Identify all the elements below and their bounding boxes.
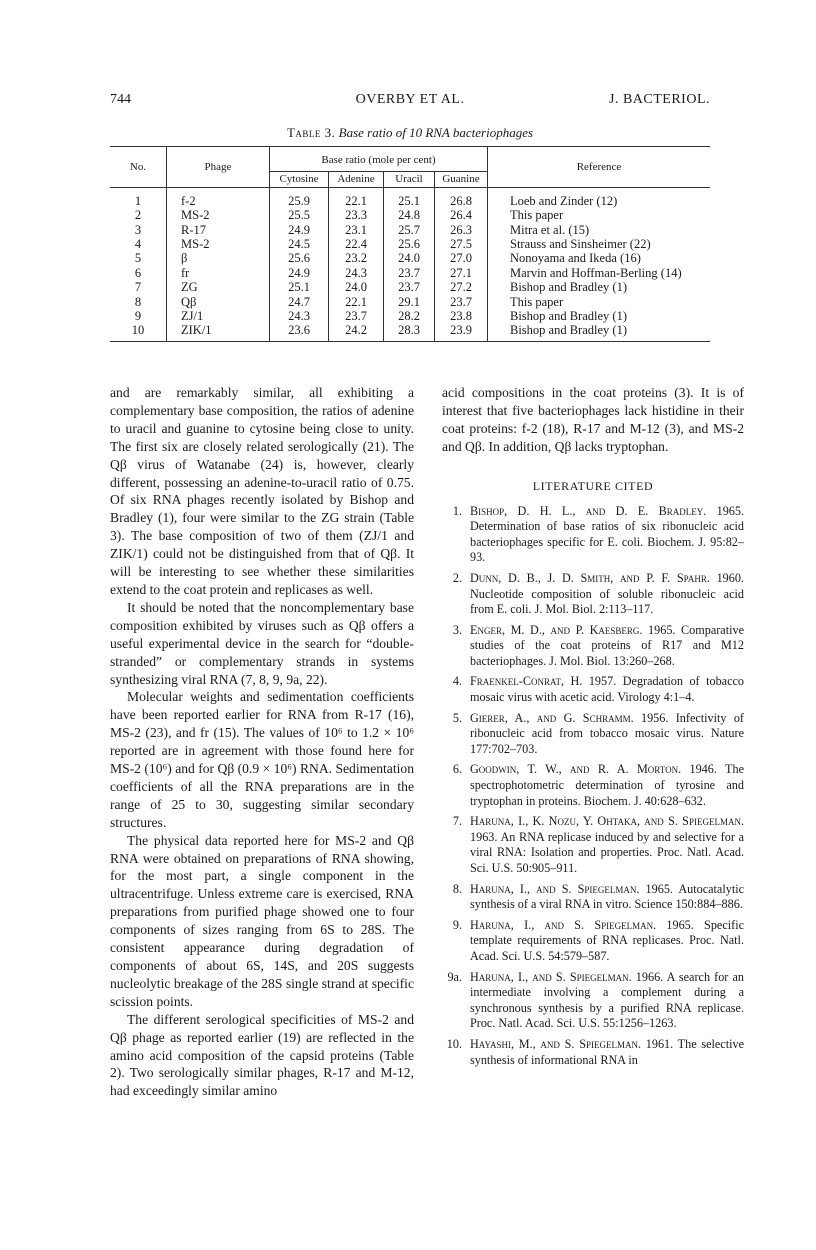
cell-reference: Nonoyama and Ikeda (16) <box>488 251 711 265</box>
cell-adenine: 23.1 <box>329 223 384 237</box>
cell-reference: Strauss and Sinsheimer (22) <box>488 237 711 251</box>
cell-phage: ZJ/1 <box>167 309 270 323</box>
cell-adenine: 22.1 <box>329 187 384 208</box>
reference-authors: Hayashi, M., and S. Spiegelman. <box>470 1036 642 1051</box>
paragraph: and are remarkably similar, all exhibiting a complementary base composition, the ratios of adenine to uracil and guanine to cytosine being close to unity. The first six are closely related serologically (21). The Qβ virus of Watanabe (24) is, however, clearly different, possessing an adenine-to-uracil ratio of 0.75. Of six RNA phages recently isolated by Bishop and Bradley (1), four were similar to the ZG strain (Table 3). The base composition of two of them (ZJ/1 and ZIK/1) could not be distinguished from that of Qβ. It will be interesting to see whether these similarities extend to the coat protein and replicases as well. <box>110 385 414 597</box>
col-header-guanine: Guanine <box>442 173 480 186</box>
reference-item <box>442 623 744 670</box>
cell-uracil: 23.7 <box>384 280 435 294</box>
reference-number: 5. <box>452 710 462 725</box>
cell-guanine: 23.7 <box>450 294 472 309</box>
cell-cytosine: 24.9 <box>270 266 329 280</box>
table-row <box>110 266 710 280</box>
cell-phage: β <box>167 251 270 265</box>
table-row <box>110 323 710 341</box>
reference-text: 1965. Determination of base ratios of six ribonucleic acid bacteriophages specific for E. coli. Biochem. J. 95:82–93. <box>470 503 745 565</box>
reference-text: 1957. Degradation of tobacco mosaic virus with acetic acid. Virology 4:1–4. <box>470 674 744 705</box>
cell-no: 2 <box>110 208 167 222</box>
cell-cytosine: 24.9 <box>270 223 329 237</box>
col-header-phage: Phage <box>167 147 270 187</box>
cell-phage: MS-2 <box>167 208 270 222</box>
reference-number: 9. <box>452 917 462 932</box>
cell-reference: Marvin and Hoffman-Berling (14) <box>488 266 711 280</box>
reference-text: 1961. The selective synthesis of informational RNA in <box>470 1036 744 1067</box>
cell-uracil: 25.7 <box>384 223 435 237</box>
table-caption <box>110 125 710 141</box>
reference-authors: Haruna, I., and S. Spiegelman. <box>470 917 657 932</box>
col-header-cytosine: Cytosine <box>270 172 329 187</box>
paragraph: Molecular weights and sedimentation coefficients have been reported earlier for RNA from R-17 (16), MS-2 (23), and fr (15). The values of 10⁶ to 1.2 × 10⁶ reported are in agreement with those found here for MS-2 (10⁶) and for Qβ (0.9 × 10⁶) RNA. Sedimentation coefficients of all the RNA preparations are in the range of 25 to 30, suggesting similar secondary structures. <box>110 689 414 830</box>
reference-text: 1965. Specific template requirements of RNA replicases. Proc. Natl. Acad. Sci. U.S. 54:579–587. <box>470 917 744 963</box>
cell-phage: fr <box>167 266 270 280</box>
running-authors: OVERBY ET AL. <box>355 92 465 107</box>
reference-number: 8. <box>452 881 462 896</box>
table-row <box>110 237 710 251</box>
cell-adenine: 23.3 <box>329 208 384 222</box>
cell-guanine: 26.8 <box>450 193 472 208</box>
reference-item <box>442 814 744 876</box>
cell-adenine: 23.2 <box>329 251 384 265</box>
table-row <box>110 208 710 222</box>
cell-phage: MS-2 <box>167 237 270 251</box>
cell-no: 4 <box>110 237 167 251</box>
cell-reference: Bishop and Bradley (1) <box>488 323 711 341</box>
cell-guanine: 27.2 <box>450 280 472 295</box>
col-header-uracil: Uracil <box>384 172 435 187</box>
table-row <box>110 187 710 208</box>
cell-adenine: 24.0 <box>329 280 384 294</box>
reference-number: 1. <box>452 503 462 518</box>
cell-uracil: 24.8 <box>384 208 435 222</box>
cell-uracil: 25.6 <box>384 237 435 251</box>
cell-no: 8 <box>110 295 167 309</box>
cell-reference: Loeb and Zinder (12) <box>488 187 711 208</box>
reference-number: 3. <box>452 622 462 637</box>
page-number: 744 <box>110 92 131 107</box>
reference-authors: Haruna, I., K. Nozu, Y. Ohtaka, and S. Spiegelman. <box>470 814 744 829</box>
cell-adenine: 23.7 <box>329 309 384 323</box>
cell-guanine: 26.3 <box>450 222 472 237</box>
cell-uracil: 28.2 <box>384 309 435 323</box>
col-header-reference: Reference <box>488 147 711 187</box>
table-row <box>110 280 710 294</box>
reference-text: 1960. Nucleotide composition of soluble ribonucleic acid from E. coli. J. Mol. Biol. 2:113–117. <box>470 570 744 617</box>
cell-phage: ZIK/1 <box>167 323 270 341</box>
reference-authors: Dunn, D. B., J. D. Smith, and P. F. Spahr. <box>470 570 710 585</box>
reference-item <box>442 1037 744 1068</box>
cell-cytosine: 23.6 <box>270 323 329 341</box>
reference-authors: Gierer, A., and G. Schramm. <box>470 710 634 725</box>
reference-number: 9a. <box>447 969 462 984</box>
reference-number: 4. <box>452 674 462 689</box>
reference-text: 1966. A search for an intermediate involving a complement during a synchronous synthesis by a purified RNA replicase. Proc. Natl. Acad. Sci. U.S. 55:1256–1263. <box>470 969 744 1031</box>
cell-cytosine: 24.3 <box>270 309 329 323</box>
cell-adenine: 22.1 <box>329 295 384 309</box>
cell-reference: This paper <box>488 208 711 222</box>
cell-cytosine: 25.9 <box>270 187 329 208</box>
reference-text: 1965. Autocatalytic synthesis of a viral RNA in vitro. Science 150:884–886. <box>470 881 745 912</box>
cell-adenine: 24.2 <box>329 323 384 341</box>
left-column <box>110 384 414 1100</box>
cell-reference: Bishop and Bradley (1) <box>488 309 711 323</box>
col-header-base-ratio: Base ratio (mole per cent) <box>270 147 488 172</box>
running-header <box>110 92 710 112</box>
cell-cytosine: 25.1 <box>270 280 329 294</box>
table-title: Base ratio of 10 RNA bacteriophages <box>338 125 534 140</box>
table-row <box>110 295 710 309</box>
cell-no: 7 <box>110 280 167 294</box>
cell-phage: R-17 <box>167 223 270 237</box>
table-row <box>110 251 710 265</box>
reference-item <box>442 762 744 809</box>
paragraph: It should be noted that the noncomplementary base composition exhibited by viruses such as Qβ offers a useful experimental device in the search for “double-stranded” or complementary strands in systems synthesizing viral RNA (7, 8, 9, 9a, 22). <box>110 599 414 687</box>
reference-item <box>442 674 744 705</box>
cell-no: 6 <box>110 266 167 280</box>
table-label: Table 3. <box>286 125 336 140</box>
cell-adenine: 22.4 <box>329 237 384 251</box>
cell-uracil: 28.3 <box>384 323 435 341</box>
paragraph: The different serological specificities of MS-2 and Qβ phage as reported earlier (19) are reflected in the amino acid composition of the capsid proteins (Table 2). Two serologically similar phages, R-17 and M-12, had exceedingly similar amino <box>110 1011 414 1099</box>
cell-no: 10 <box>110 323 167 341</box>
right-column <box>442 384 744 1073</box>
cell-no: 5 <box>110 251 167 265</box>
literature-heading: LITERATURE CITED <box>532 478 654 493</box>
reference-authors: Haruna, I., and S. Spiegelman. <box>470 881 640 896</box>
cell-guanine: 23.9 <box>435 323 488 341</box>
cell-uracil: 25.1 <box>384 187 435 208</box>
reference-number: 10. <box>446 1036 462 1051</box>
table-row <box>110 223 710 237</box>
cell-guanine: 27.0 <box>450 251 472 266</box>
cell-phage: f-2 <box>167 187 270 208</box>
reference-item <box>442 571 744 618</box>
reference-authors: Goodwin, T. W., and R. A. Morton. <box>470 762 682 777</box>
cell-reference: This paper <box>488 295 711 309</box>
reference-item <box>442 918 744 965</box>
cell-no: 3 <box>110 223 167 237</box>
reference-item <box>442 970 744 1032</box>
cell-cytosine: 25.5 <box>270 208 329 222</box>
journal-name: J. BACTERIOL. <box>609 92 710 107</box>
cell-guanine: 26.4 <box>450 208 472 223</box>
cell-adenine: 24.3 <box>329 266 384 280</box>
reference-text: 1963. An RNA replicase induced by and selective for a viral RNA: Isolation and properties. Proc. Natl. Acad. Sci. U.S. 50:905–911. <box>470 829 744 875</box>
cell-phage: ZG <box>167 280 270 294</box>
cell-no: 1 <box>110 187 167 208</box>
cell-reference: Mitra et al. (15) <box>488 223 711 237</box>
cell-uracil: 29.1 <box>384 295 435 309</box>
reference-item <box>442 711 744 758</box>
reference-authors: Haruna, I., and S. Spiegelman. <box>470 969 632 984</box>
reference-item <box>442 882 744 913</box>
reference-authors: Bishop, D. H. L., and D. E. Bradley. <box>470 503 707 518</box>
reference-item <box>442 504 744 566</box>
reference-number: 6. <box>452 762 462 777</box>
reference-authors: Fraenkel-Conrat, H. <box>470 674 583 689</box>
reference-number: 2. <box>452 570 462 585</box>
cell-uracil: 24.0 <box>384 251 435 265</box>
base-ratio-table <box>110 146 710 342</box>
reference-text: 1956. Infectivity of ribonucleic acid from tobacco mosaic virus. Nature 177:702–703. <box>470 710 744 756</box>
cell-guanine: 27.5 <box>450 237 472 252</box>
reference-text: 1946. The spectrophotometric determination of tyrosine and tryptophan in proteins. Biochem. J. 40:628–632. <box>470 762 744 808</box>
reference-text: 1965. Comparative studies of the coat proteins of R17 and M12 bacteriophages. J. Mol. Biol. 13:260–268. <box>470 622 744 668</box>
reference-list <box>442 504 744 1069</box>
paragraph: The physical data reported here for MS-2 and Qβ RNA were obtained on preparations of RNA showing, for the most part, a single component in the ultracentrifuge. Unless extreme care is exercised, RNA preparations from purified phage showed one to four components of sizes ranging from 6S to 28S. The consistent appearance during degradation of components of about 6S, 14S, and 20S suggests nucleolytic breakage of the 28S single strand at specific scission points. <box>110 832 414 1009</box>
table-row <box>110 309 710 323</box>
cell-reference: Bishop and Bradley (1) <box>488 280 711 294</box>
cell-no: 9 <box>110 309 167 323</box>
reference-number: 7. <box>452 814 462 829</box>
paragraph: acid compositions in the coat proteins (3). It is of interest that five bacteriophages lack histidine in their coat proteins: f-2 (18), R-17 and M-12 (3), and MS-2 and Qβ. In addition, Qβ lacks tryptophan. <box>442 385 744 454</box>
cell-cytosine: 25.6 <box>270 251 329 265</box>
cell-cytosine: 24.5 <box>270 237 329 251</box>
reference-authors: Enger, M. D., and P. Kaesberg. <box>470 622 643 637</box>
table-body <box>110 187 710 341</box>
cell-uracil: 23.7 <box>384 266 435 280</box>
cell-cytosine: 24.7 <box>270 295 329 309</box>
cell-guanine: 23.8 <box>450 309 472 324</box>
cell-guanine: 27.1 <box>450 265 472 280</box>
cell-phage: Qβ <box>167 295 270 309</box>
col-header-no: No. <box>110 147 167 187</box>
col-header-adenine: Adenine <box>329 172 384 187</box>
